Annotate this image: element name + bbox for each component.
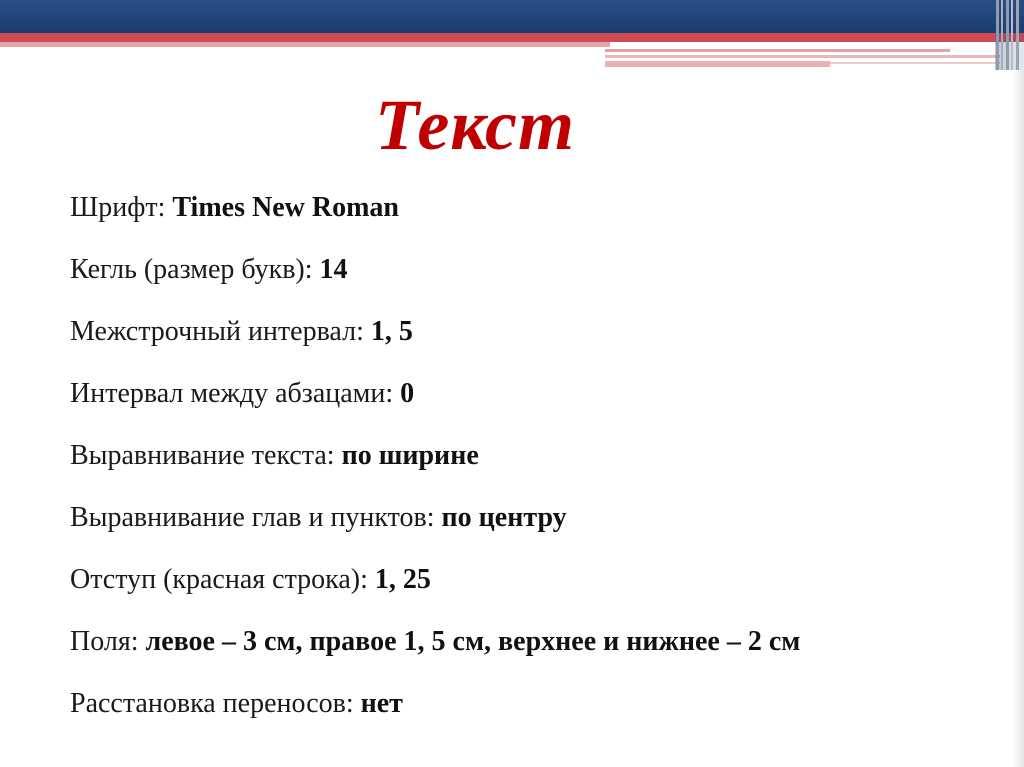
item-label: Шрифт: bbox=[70, 192, 173, 223]
header-band-red-light bbox=[0, 42, 610, 47]
item-label: Отступ (красная строка): bbox=[70, 564, 375, 595]
header-stripe-1 bbox=[605, 49, 950, 52]
item-label: Выравнивание текста: bbox=[70, 440, 342, 471]
item-value: 1, 25 bbox=[374, 564, 431, 595]
list-item-margins bbox=[70, 622, 1000, 684]
item-value: нет bbox=[360, 688, 403, 719]
item-label: Интервал между абзацами: bbox=[70, 378, 401, 409]
item-value: 14 bbox=[319, 254, 348, 285]
item-label: Межстрочный интервал: bbox=[70, 316, 371, 347]
item-label: Расстановка переносов: bbox=[70, 688, 361, 719]
item-value: левое – 3 см, правое 1, 5 см, верхнее и нижнее – 2 см bbox=[145, 626, 801, 657]
header-stripe-3 bbox=[605, 61, 830, 67]
item-value: Times New Roman bbox=[172, 192, 399, 223]
corner-tint bbox=[995, 0, 1024, 70]
edge-shadow bbox=[1012, 70, 1024, 767]
item-label: Выравнивание глав и пунктов: bbox=[70, 502, 442, 533]
list-item-paragraph-spacing bbox=[70, 374, 1000, 436]
list-item-font bbox=[70, 188, 1000, 250]
header-stripe-4 bbox=[830, 62, 1000, 64]
list-item-text-align bbox=[70, 436, 1000, 498]
list-item-line-spacing bbox=[70, 312, 1000, 374]
list-item-indent bbox=[70, 560, 1000, 622]
item-label: Кегль (размер букв): bbox=[70, 254, 320, 285]
list-item-heading-align bbox=[70, 498, 1000, 560]
item-value: по ширине bbox=[341, 440, 479, 471]
item-value: 1, 5 bbox=[370, 316, 413, 347]
item-label: Поля: bbox=[70, 626, 146, 657]
item-value: 0 bbox=[400, 378, 415, 409]
list-item-size bbox=[70, 250, 1000, 312]
slide-title: Текст bbox=[374, 85, 576, 165]
list-item-hyphenation bbox=[70, 684, 1000, 746]
header-band-blue bbox=[0, 0, 1024, 33]
header-stripe-2 bbox=[605, 55, 1000, 58]
item-value: по центру bbox=[441, 502, 567, 533]
header-band-red bbox=[0, 33, 1024, 42]
requirements-list bbox=[70, 188, 1000, 746]
